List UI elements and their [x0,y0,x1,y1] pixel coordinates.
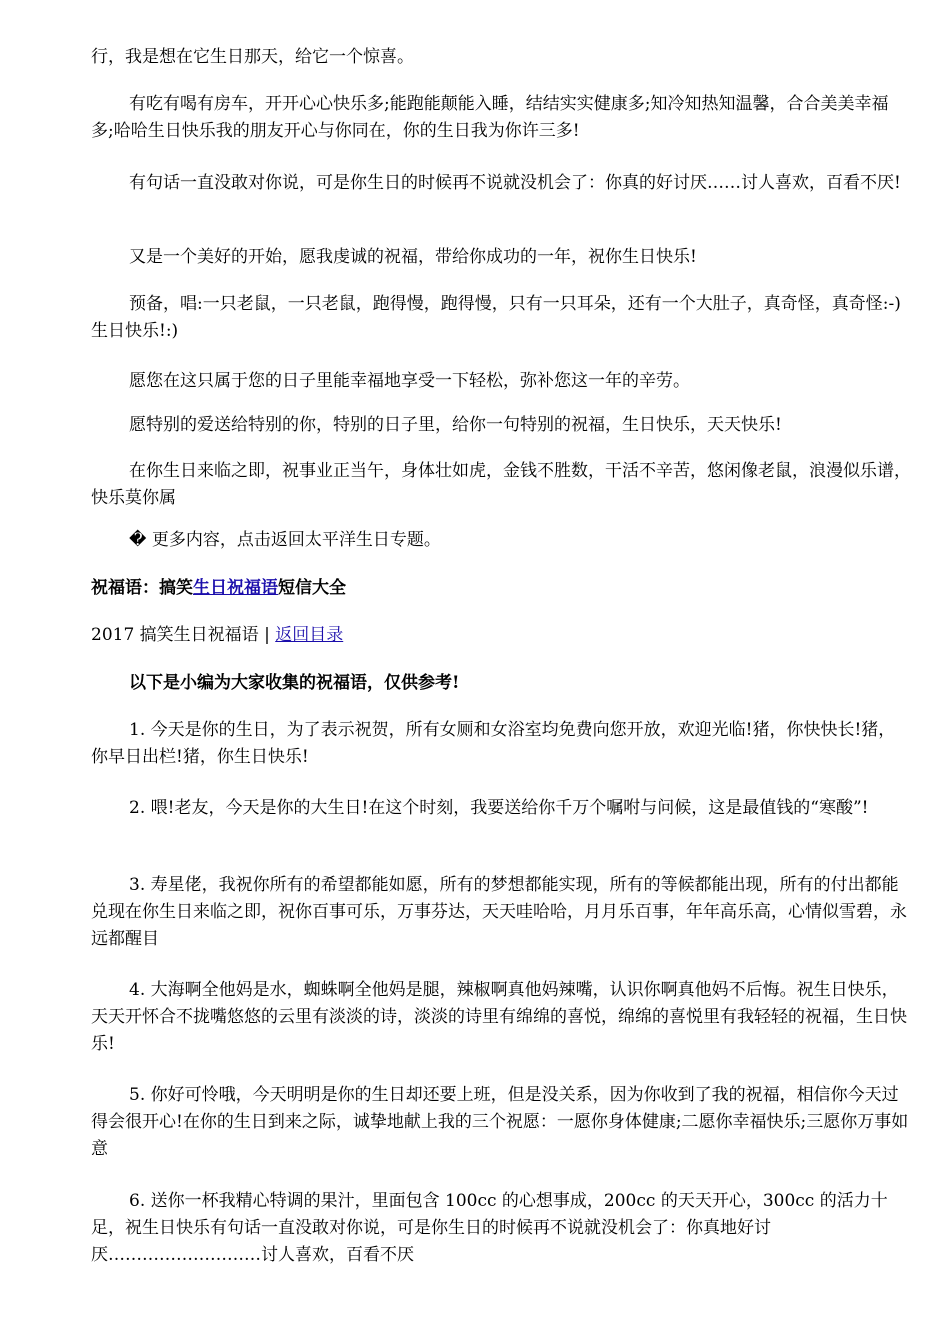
numbered-item-6: 6. 送你一杯我精心特调的果汁，里面包含 100cc 的心想事成，200cc 的天天开心，300cc 的活力十足，祝生日快乐有句话一直没敢对你说，可是你生日的时候再不说就没机会了：你真地好讨厌………………………讨人喜欢，百看不厌 [91,1191,888,1265]
paragraph-intro-3: 有句话一直没敢对你说，可是你生日的时候再不说就没机会了：你真的好讨厌……讨人喜欢，百看不厌! [129,173,901,193]
subtitle-line [91,622,911,649]
numbered-item-2: 2. 喂!老友，今天是你的大生日!在这个时刻，我要送给你千万个嘱咐与问候，这是最值钱的“寒酸”! [129,798,869,818]
numbered-item-1: 1. 今天是你的生日，为了表示祝贺，所有女厕和女浴室均免费向您开放，欢迎光临!猪，你快快长!猪，你早日出栏!猪，你生日快乐! [91,720,896,767]
paragraph-intro-5: 预备，唱:一只老鼠，一只老鼠，跑得慢，跑得慢，只有一只耳朵，还有一个大肚子，真奇怪，真奇怪:-)生日快乐!:) [91,294,901,341]
numbered-item-5: 5. 你好可怜哦，今天明明是你的生日却还要上班，但是没关系，因为你收到了我的祝福，相信你今天过得会很开心!在你的生日到来之际，诚挚地献上我的三个祝愿：一愿你身体健康;二愿你幸福快乐;三愿你万事如意 [91,1085,909,1159]
numbered-item-4: 4. 大海啊全他妈是水，蜘蛛啊全他妈是腿，辣椒啊真他妈辣嘴，认识你啊真他妈不后悔。祝生日快乐，天天开怀合不拢嘴悠悠的云里有淡淡的诗，淡淡的诗里有绵绵的喜悦，绵绵的喜悦里有我轻轻的祝福，生日快乐! [91,980,907,1054]
paragraph-intro-2: 有吃有喝有房车，开开心心快乐多;能跑能颠能入睡，结结实实健康多;知冷知热知温馨，合合美美幸福多;哈哈生日快乐我的朋友开心与你同在，你的生日我为你许三多! [91,94,889,141]
paragraph-intro-7: 愿特别的爱送给特别的你，特别的日子里，给你一句特别的祝福，生日快乐，天天快乐! [129,415,782,435]
section-title [91,575,911,602]
lead-paragraph: 以下是小编为大家收集的祝福语，仅供参考! [129,673,460,693]
paragraph-intro-1: 行，我是想在它生日那天，给它一个惊喜。 [91,47,414,67]
birthday-wishes-link[interactable]: 生日祝福语 [193,578,278,598]
numbered-item-3: 3. 寿星佬，我祝你所有的希望都能如愿，所有的梦想都能实现，所有的等候都能出现，所有的付出都能兑现在你生日来临之即，祝你百事可乐，万事芬达，天天哇哈哈，月月乐百事，年年高乐高，心情似雪碧，永远都醒目 [91,875,907,949]
section-title-prefix: 祝福语：搞笑 [91,578,193,598]
section-title-suffix: 短信大全 [278,578,346,598]
subtitle-text: 2017 搞笑生日祝福语 | [91,625,270,645]
paragraph-intro-6: 愿您在这只属于您的日子里能幸福地享受一下轻松，弥补您这一年的辛劳。 [129,371,690,391]
paragraph-intro-4: 又是一个美好的开始，愿我虔诚的祝福，带给你成功的一年，祝你生日快乐! [129,247,697,267]
more-content-link-text[interactable]: � 更多内容，点击返回太平洋生日专题。 [129,530,441,550]
paragraph-intro-8: 在你生日来临之即，祝事业正当午，身体壮如虎，金钱不胜数，干活不辛苦，悠闲像老鼠，浪漫似乐谱，快乐莫你属 [91,461,911,508]
back-to-index-link[interactable]: 返回目录 [275,625,344,645]
